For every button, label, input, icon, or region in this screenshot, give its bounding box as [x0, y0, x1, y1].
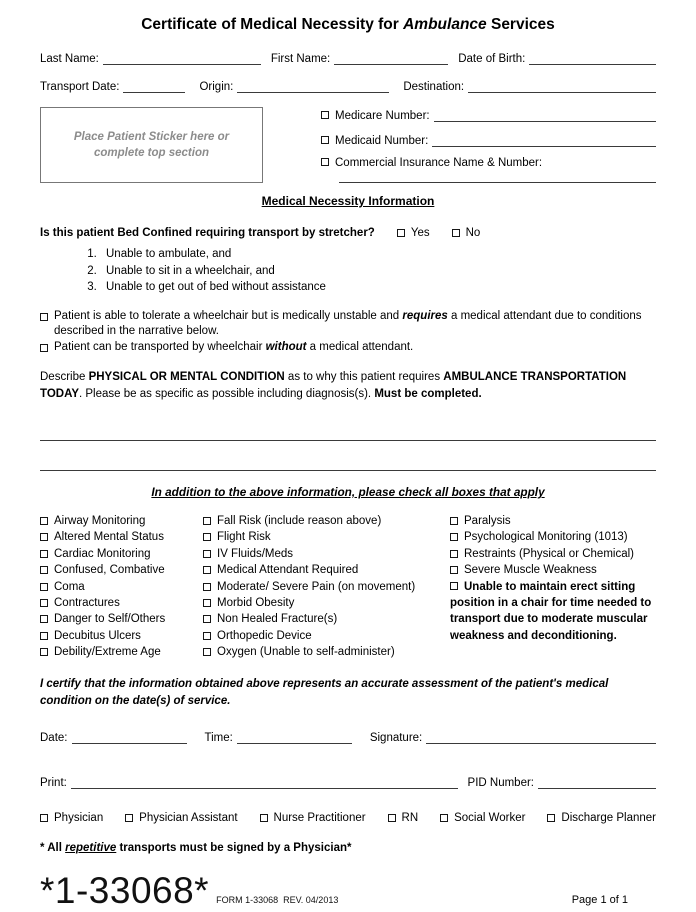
- title-emphasis: Ambulance: [403, 16, 487, 33]
- bed-confined-question: Is this patient Bed Confined requiring transport by stretcher?: [40, 227, 375, 239]
- signature-row: [40, 730, 656, 744]
- condition-item: [203, 513, 450, 529]
- wheelchair-no-attendant-text: [54, 340, 413, 356]
- dob-field[interactable]: [529, 51, 656, 65]
- wheelchair-no-attendant-checkbox[interactable]: [40, 344, 48, 352]
- print-row: [40, 775, 656, 789]
- signature-label: Signature:: [369, 731, 423, 744]
- wheelchair-attendant-text: [54, 309, 656, 340]
- describe-condition-paragraph: [40, 369, 656, 403]
- role-checkbox[interactable]: [125, 814, 133, 822]
- role-physician[interactable]: [40, 812, 103, 824]
- condition-item: [203, 595, 450, 611]
- condition-checkbox[interactable]: [40, 517, 48, 525]
- form-footer: [40, 870, 656, 912]
- condition-label: Orthopedic Device: [217, 629, 312, 642]
- medical-necessity-heading: Medical Necessity Information: [261, 194, 435, 208]
- yes-checkbox[interactable]: [397, 229, 405, 237]
- time-field[interactable]: [237, 730, 352, 744]
- repetitive-transport-note: [40, 842, 656, 854]
- condition-label: Coma: [54, 580, 85, 593]
- signature-field[interactable]: [426, 730, 656, 744]
- condition-item-erect-sitting: [450, 579, 656, 645]
- condition-label: Moderate/ Severe Pain (on movement): [217, 580, 416, 593]
- condition-checkbox[interactable]: [203, 632, 211, 640]
- condition-item: [40, 562, 203, 578]
- check-all-boxes-heading: In addition to the above information, please check all boxes that apply: [151, 485, 545, 499]
- condition-item: [40, 546, 203, 562]
- last-name-field[interactable]: [103, 51, 261, 65]
- bed-confined-question-row: [40, 227, 656, 239]
- role-physician-assistant[interactable]: [125, 812, 237, 824]
- condition-item: [40, 595, 203, 611]
- condition-item: [203, 529, 450, 545]
- condition-label: Morbid Obesity: [217, 597, 295, 610]
- condition-checkbox[interactable]: [203, 615, 211, 623]
- wheelchair-attendant-text-bold: requires: [402, 309, 448, 322]
- conditions-grid: [40, 513, 656, 661]
- condition-checkbox[interactable]: [203, 648, 211, 656]
- role-checkbox[interactable]: [547, 814, 555, 822]
- destination-field[interactable]: [468, 79, 656, 93]
- condition-label: IV Fluids/Meds: [217, 547, 294, 560]
- condition-item: [450, 513, 656, 529]
- wheelchair-attendant-text-post: a medical attendant due to conditions described in the narrative below.: [54, 309, 642, 337]
- condition-item: [203, 628, 450, 644]
- condition-item: [40, 611, 203, 627]
- describe-seg-bold: AMBULANCE TRANSPORTATION TODAY: [40, 371, 627, 400]
- condition-label-bold: Unable to maintain erect sitting position in a chair for time needed to transport due to moderate muscular weakness and deconditioning.: [450, 580, 652, 642]
- pid-number-field[interactable]: [538, 775, 656, 789]
- describe-seg: as to why this patient requires: [284, 371, 444, 383]
- describe-seg: Describe: [40, 371, 89, 383]
- last-name-label: Last Name:: [40, 53, 99, 65]
- role-label: RN: [401, 811, 419, 824]
- print-field[interactable]: [71, 775, 458, 789]
- patient-name-row: [40, 51, 656, 65]
- condition-label: Psychological Monitoring (1013): [464, 531, 628, 544]
- no-option[interactable]: [452, 227, 481, 239]
- first-name-label: First Name:: [270, 53, 331, 65]
- medicaid-checkbox[interactable]: [321, 136, 329, 144]
- wheelchair-no-attendant-text-bold: without: [265, 340, 307, 353]
- repetitive-note-emphasis: repetitive: [65, 841, 117, 854]
- role-checkbox[interactable]: [388, 814, 396, 822]
- role-discharge-planner[interactable]: [547, 812, 656, 824]
- medicaid-field[interactable]: [432, 133, 656, 147]
- title-suffix: Services: [486, 16, 555, 33]
- medicare-field[interactable]: [434, 108, 656, 122]
- role-checkbox[interactable]: [260, 814, 268, 822]
- condition-checkbox[interactable]: [40, 599, 48, 607]
- sticker-insurance-section: [40, 107, 656, 183]
- commercial-insurance-label: Commercial Insurance Name & Number:: [335, 157, 543, 169]
- condition-item: [450, 562, 656, 578]
- conditions-column-3: [450, 513, 656, 661]
- dob-label: Date of Birth:: [458, 53, 526, 65]
- transport-date-label: Transport Date:: [40, 81, 120, 93]
- describe-seg-bold: Must be completed.: [374, 388, 482, 400]
- form-revision-text: FORM 1-33068 REV. 04/2013: [216, 894, 339, 905]
- condition-checkbox[interactable]: [40, 566, 48, 574]
- medicaid-label: Medicaid Number:: [335, 134, 429, 147]
- bed-confined-criteria-list: [100, 246, 656, 296]
- role-label: Social Worker: [454, 811, 526, 824]
- condition-item: [40, 529, 203, 545]
- role-rn[interactable]: [388, 812, 419, 824]
- role-label: Discharge Planner: [561, 811, 656, 824]
- transport-row: [40, 79, 656, 93]
- condition-checkbox[interactable]: [203, 517, 211, 525]
- condition-label: Medical Attendant Required: [217, 564, 359, 577]
- describe-seg: . Please be as specific as possible including diagnosis(s).: [79, 388, 375, 400]
- sticker-box-text: Place Patient Sticker here or complete top section: [73, 131, 230, 159]
- medicare-label: Medicare Number:: [335, 110, 430, 122]
- destination-label: Destination:: [403, 81, 465, 93]
- condition-item: [203, 611, 450, 627]
- role-label: Nurse Practitioner: [273, 811, 366, 824]
- role-nurse-practitioner[interactable]: [260, 812, 366, 824]
- narrative-line-2[interactable]: [40, 470, 656, 471]
- condition-label: Contractures: [54, 597, 120, 610]
- condition-checkbox[interactable]: [40, 615, 48, 623]
- yes-option[interactable]: [397, 227, 430, 239]
- condition-item: [40, 644, 203, 660]
- repetitive-note-post: transports must be signed by a Physician*: [116, 841, 352, 854]
- condition-item: [450, 546, 656, 562]
- time-label: Time:: [204, 731, 233, 744]
- no-checkbox[interactable]: [452, 229, 460, 237]
- role-checkbox[interactable]: [40, 814, 48, 822]
- form-number-barcode-text: *1-33068*: [40, 869, 210, 911]
- conditions-column-1: [40, 513, 203, 661]
- condition-item: [203, 644, 450, 660]
- condition-checkbox[interactable]: [203, 550, 211, 558]
- page-title: [40, 16, 656, 34]
- narrative-line-1[interactable]: [40, 440, 656, 441]
- condition-checkbox[interactable]: [40, 533, 48, 541]
- medicare-checkbox[interactable]: [321, 111, 329, 119]
- condition-label: Debility/Extreme Age: [54, 646, 161, 659]
- condition-item: [40, 579, 203, 595]
- condition-checkbox[interactable]: [203, 566, 211, 574]
- condition-item: [450, 529, 656, 545]
- commercial-insurance-row: [321, 157, 656, 169]
- wheelchair-attendant-checkbox[interactable]: [40, 313, 48, 321]
- first-name-field[interactable]: [334, 51, 448, 65]
- criteria-item: 2. Unable to sit in a wheelchair, and: [100, 263, 656, 280]
- condition-label: Confused, Combative: [54, 564, 165, 577]
- condition-item: [40, 513, 203, 529]
- condition-label: Fall Risk (include reason above): [217, 515, 382, 527]
- patient-sticker-box: [40, 107, 263, 183]
- condition-checkbox[interactable]: [40, 648, 48, 656]
- condition-checkbox[interactable]: [203, 583, 211, 591]
- condition-label: Non Healed Fracture(s): [217, 613, 338, 626]
- wheelchair-options: [40, 309, 656, 356]
- condition-checkbox[interactable]: [450, 566, 458, 574]
- no-label: No: [465, 227, 481, 239]
- title-prefix: Certificate of Medical Necessity for: [141, 16, 404, 33]
- condition-checkbox[interactable]: [450, 517, 458, 525]
- condition-checkbox[interactable]: [203, 533, 211, 541]
- describe-seg-bold: PHYSICAL OR MENTAL CONDITION: [88, 371, 285, 383]
- criteria-item: 3. Unable to get out of bed without assistance: [100, 279, 656, 296]
- condition-label: Cardiac Monitoring: [54, 547, 151, 560]
- condition-checkbox[interactable]: [40, 550, 48, 558]
- page-number: Page 1 of 1: [571, 893, 628, 906]
- medicare-row: [321, 108, 656, 122]
- condition-label: Flight Risk: [217, 531, 271, 544]
- role-social-worker[interactable]: [440, 812, 525, 824]
- condition-checkbox[interactable]: [40, 632, 48, 640]
- condition-item: [40, 628, 203, 644]
- condition-label: Danger to Self/Others: [54, 613, 166, 626]
- repetitive-note-pre: * All: [40, 841, 66, 854]
- condition-item: [203, 562, 450, 578]
- wheelchair-attendant-option: [40, 309, 656, 340]
- condition-label: Decubitus Ulcers: [54, 629, 141, 642]
- condition-label: Airway Monitoring: [54, 515, 146, 527]
- role-label: Physician Assistant: [139, 811, 238, 824]
- commercial-insurance-field[interactable]: [339, 182, 656, 183]
- medicaid-row: [321, 133, 656, 147]
- condition-label: Oxygen (Unable to self-administer): [217, 646, 395, 659]
- transport-date-field[interactable]: [123, 79, 185, 93]
- origin-label: Origin:: [199, 81, 234, 93]
- condition-label: Restraints (Physical or Chemical): [464, 547, 634, 560]
- role-label: Physician: [54, 811, 104, 824]
- criteria-item: 1. Unable to ambulate, and: [100, 246, 656, 263]
- condition-item: [203, 579, 450, 595]
- condition-checkbox[interactable]: [40, 583, 48, 591]
- wheelchair-no-attendant-text-pre: Patient can be transported by wheelchair: [54, 340, 266, 353]
- condition-checkbox[interactable]: [203, 599, 211, 607]
- conditions-column-2: [203, 513, 450, 661]
- yes-label: Yes: [410, 227, 430, 239]
- commercial-insurance-checkbox[interactable]: [321, 158, 329, 166]
- condition-checkbox[interactable]: [450, 533, 458, 541]
- condition-label: Severe Muscle Weakness: [464, 564, 597, 577]
- condition-label: Paralysis: [464, 515, 511, 527]
- signer-roles-row: [40, 812, 656, 824]
- condition-checkbox[interactable]: [450, 550, 458, 558]
- date-label: Date:: [40, 731, 68, 744]
- wheelchair-no-attendant-text-post: a medical attendant.: [306, 340, 414, 353]
- wheelchair-no-attendant-option: [40, 340, 656, 356]
- condition-checkbox[interactable]: [450, 582, 458, 590]
- origin-field[interactable]: [237, 79, 389, 93]
- role-checkbox[interactable]: [440, 814, 448, 822]
- certification-statement: I certify that the information obtained above represents an accurate assessment of the patient's medical condition on the date(s) of service.: [40, 677, 609, 708]
- date-field[interactable]: [72, 730, 187, 744]
- insurance-column: [321, 107, 656, 183]
- condition-label: Altered Mental Status: [54, 531, 164, 544]
- wheelchair-attendant-text-pre: Patient is able to tolerate a wheelchair but is medically unstable and: [54, 309, 403, 322]
- print-label: Print:: [40, 776, 67, 789]
- condition-item: [203, 546, 450, 562]
- pid-number-label: PID Number:: [467, 776, 534, 789]
